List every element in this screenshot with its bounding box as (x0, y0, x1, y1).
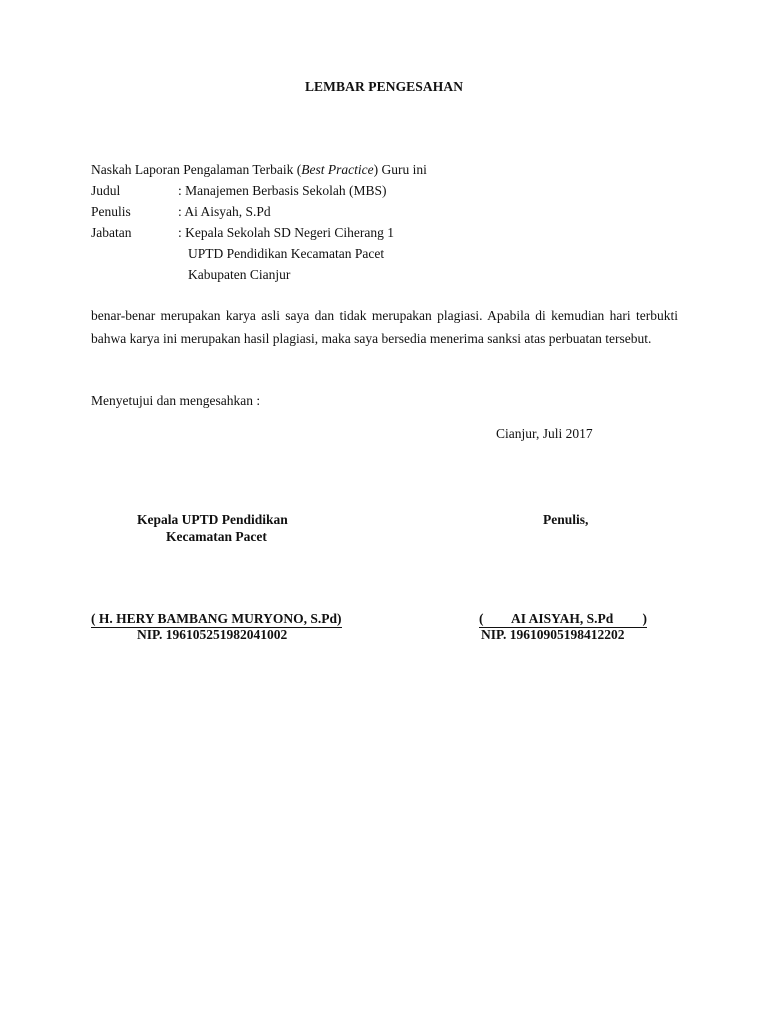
left-signer-name: ( H. HERY BAMBANG MURYONO, S.Pd) (91, 611, 342, 626)
intro-text-italic: Best Practice (301, 162, 374, 177)
field-judul-label: Judul (91, 183, 121, 198)
field-penulis-label: Penulis (91, 204, 131, 219)
statement-paragraph: benar-benar merupakan karya asli saya dan tidak merupakan plagiasi. Apabila di kemudian hari terbukti bahwa karya ini merupakan hasil plagiasi, maka saya bersedia menerima sanksi atas perbuatan tersebut. (91, 308, 678, 346)
place-date: Cianjur, Juli 2017 (496, 426, 593, 441)
page-title: LEMBAR PENGESAHAN (304, 79, 464, 94)
right-signer-close-paren: ) (642, 611, 647, 626)
field-judul-value: : Manajemen Berbasis Sekolah (MBS) (178, 183, 387, 198)
right-signer-role: Penulis, (543, 512, 589, 527)
approval-text: Menyetujui dan mengesahkan : (91, 393, 261, 408)
left-signer-role-line2: Kecamatan Pacet (166, 529, 267, 544)
left-signer-nip: NIP. 196105251982041002 (137, 627, 288, 642)
right-signer-name: AI AISYAH, S.Pd (511, 611, 614, 626)
intro-line (91, 162, 427, 178)
field-penulis-value: : Ai Aisyah, S.Pd (178, 204, 271, 219)
field-jabatan-line2: UPTD Pendidikan Kecamatan Pacet (188, 246, 385, 261)
left-signer-role-line1: Kepala UPTD Pendidikan (137, 512, 288, 527)
intro-text-before: Naskah Laporan Pengalaman Terbaik ( (91, 162, 302, 177)
right-signer-open-paren: ( (479, 611, 484, 626)
right-signer-name-line (479, 611, 647, 628)
intro-text-after: ) Guru ini (373, 162, 427, 177)
field-jabatan-value: : Kepala Sekolah SD Negeri Ciherang 1 (178, 225, 394, 240)
field-jabatan-line3: Kabupaten Cianjur (188, 267, 291, 282)
field-jabatan-label: Jabatan (91, 225, 132, 240)
right-signer-nip: NIP. 19610905198412202 (481, 627, 625, 642)
